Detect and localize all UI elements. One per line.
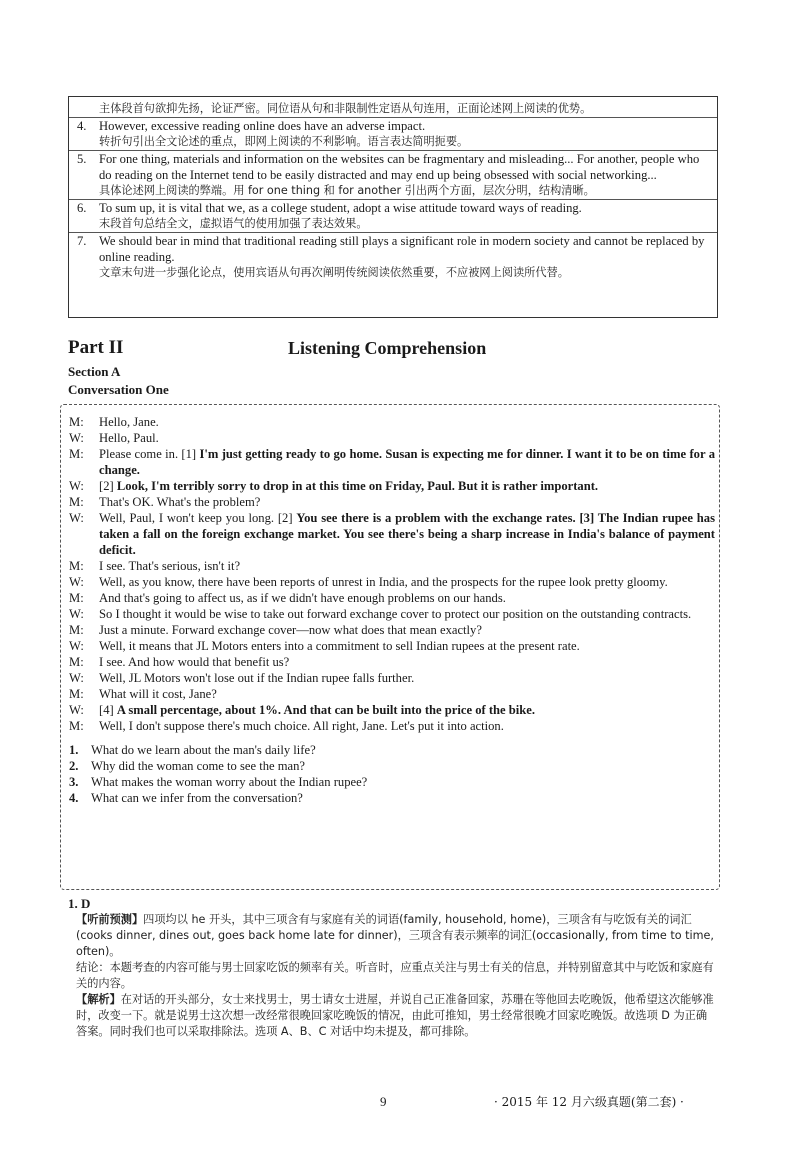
analysis-item (77, 233, 711, 281)
dialogue-line: W: Well, as you know, there have been reports of unrest in India, and the prospects for the rupee look pretty gloomy. (69, 575, 668, 589)
speaker: W: (69, 575, 84, 589)
dialogue-line: M: Just a minute. Forward exchange cover—now what does that mean exactly? (69, 623, 482, 637)
dialogue-line: M: Well, I don't suppose there's much choice. All right, Jane. Let's put it into action. (69, 719, 504, 733)
speaker: W: (69, 511, 84, 525)
dialogue-line: W: Well, it means that JL Motors enters into a commitment to sell Indian rupees at the present rate. (69, 639, 580, 653)
section-label: Section A (68, 364, 121, 379)
analysis-intro: 主体段首句欲抑先扬，论证严密。同位语从句和非限制性定语从句连用，正面论述网上阅读的优势。 (99, 102, 592, 115)
analysis-item (77, 118, 711, 150)
dialogue-line: M: That's OK. What's the problem? (69, 495, 261, 509)
preview-paragraph: 【听前预测】四项均以 he 开头，其中三项含有与家庭有关的词语(family, household, home)，三项含有与吃饭有关的词汇(cooks dinner, dines out, goes back home late for dinner)，三项含有表示频率的词汇(occasionally, from time to time, often)。 (76, 913, 714, 958)
speaker: W: (69, 431, 84, 445)
footer-title: · 2015 年 12 月六级真题(第二套) · (494, 1095, 684, 1109)
speaker: W: (69, 479, 84, 493)
dialogue-line: M: And that's going to affect us, as if we didn't have enough problems on our hands. (69, 591, 506, 605)
part-heading (68, 337, 718, 364)
question-item: 4. What can we infer from the conversation? (69, 791, 303, 805)
item-number: 5. (77, 152, 87, 166)
dialogue-line: M: I see. That's serious, isn't it? (69, 559, 241, 573)
dialogue-line: W: [4] A small percentage, about 1%. And that can be built into the price of the bike. (69, 703, 536, 717)
item-number: 4. (77, 119, 87, 133)
question-text: What makes the woman worry about the Indian rupee? (91, 775, 368, 789)
part-title: Listening Comprehension (288, 338, 487, 358)
item-number: 7. (77, 234, 87, 248)
analysis-intro-row (77, 101, 711, 117)
speaker: M: (69, 719, 84, 733)
question-text: What do we learn about the man's daily life? (91, 743, 316, 757)
question-text: What can we infer from the conversation? (91, 791, 303, 805)
speaker: M: (69, 415, 84, 429)
analysis-item (77, 151, 711, 199)
conversation-label: Conversation One (68, 382, 169, 397)
conversation-transcript-box (60, 404, 720, 890)
dialogue-line: W: Well, JL Motors won't lose out if the Indian rupee falls further. (69, 671, 415, 685)
speaker: W: (69, 607, 84, 621)
answer-label: 1. D (68, 896, 91, 911)
analysis-paragraph: 【解析】在对话的开头部分，女士来找男士，男士请女士进屋，并说自己正准备回家，苏珊在等他回去吃晚饭，他希望这次能够准时，改变一下。就是说男士这次想一改经常很晚回家吃晚饭的情况，由此可推知，男士经常很晚才回家吃晚饭。故选项 D 为正确答案。同时我们也可以采取排除法。选项 A、B、C 对话中均未提及，都可排除。 (76, 993, 714, 1038)
speaker: W: (69, 639, 84, 653)
speaker: M: (69, 687, 84, 701)
speaker: M: (69, 447, 84, 461)
speaker: M: (69, 495, 84, 509)
page-footer (0, 1094, 800, 1114)
item-number: 6. (77, 201, 87, 215)
speaker: W: (69, 703, 84, 717)
item-chinese: 转折句引出全文论述的重点，即网上阅读的不利影响。语言表达简明扼要。 (99, 135, 469, 148)
dialogue-line: M: Hello, Jane. (69, 415, 159, 429)
item-english: To sum up, it is vital that we, as a college student, adopt a wise attitude toward ways of reading. (99, 201, 582, 215)
item-english: For one thing, materials and information on the websites can be fragmentary and misleading... For another, people who do reading on the Internet tend to be easily distracted and may end up being obsessed with social networking... (99, 152, 700, 182)
speaker: M: (69, 591, 84, 605)
dialogue-line: M: What will it cost, Jane? (69, 687, 217, 701)
speaker: M: (69, 559, 84, 573)
conclusion-paragraph: 结论：本题考查的内容可能与男士回家吃饭的频率有关。听音时，应重点关注与男士有关的信息，并特别留意其中与吃饭和家庭有关的内容。 (76, 961, 714, 990)
answer-explanation (76, 912, 716, 1040)
analysis-item (77, 200, 711, 232)
part-label: Part II (68, 337, 124, 358)
dialogue-line: W: [2] Look, I'm terribly sorry to drop in at this time on Friday, Paul. But it is rather important. (69, 479, 599, 493)
item-chinese: 具体论述网上阅读的弊端。用 for one thing 和 for another 引出两个方面，层次分明，结构清晰。 (99, 184, 595, 197)
question-text: Why did the woman come to see the man? (91, 759, 306, 773)
question-item: 3. What makes the woman worry about the Indian rupee? (69, 775, 368, 789)
page-number: 9 (380, 1094, 387, 1109)
dialogue-line: W: So I thought it would be wise to take out forward exchange cover to protect our position on the outstanding contracts. (69, 607, 692, 621)
speaker: M: (69, 655, 84, 669)
preview-tag: 【听前预测】 (76, 913, 144, 926)
essay-analysis-box (68, 96, 718, 318)
analysis-tag: 【解析】 (76, 993, 121, 1006)
dialogue-line: W: Hello, Paul. (69, 431, 159, 445)
speaker: M: (69, 623, 84, 637)
item-chinese: 末段首句总结全文，虚拟语气的使用加强了表达效果。 (99, 217, 368, 230)
dialogue-line: W: Well, Paul, I won't keep you long. [2] You see there is a problem with the exchange rates. [3] The Indian rupee has taken a fall on the foreign exchange market. You see there's being a sharp increase in India's balance of payment deficit. (69, 511, 715, 557)
item-english: However, excessive reading online does have an adverse impact. (99, 119, 426, 133)
dialogue-line: M: I see. And how would that benefit us? (69, 655, 290, 669)
item-chinese: 文章末句进一步强化论点，使用宾语从句再次阐明传统阅读依然重要，不应被网上阅读所代替。 (99, 266, 569, 279)
item-english: We should bear in mind that traditional reading still plays a significant role in modern society and cannot be replaced by online reading. (99, 234, 705, 264)
question-item: 1. What do we learn about the man's daily life? (69, 743, 316, 757)
speaker: W: (69, 671, 84, 685)
question-item: 2. Why did the woman come to see the man? (69, 759, 306, 773)
dialogue-line: M: Please come in. [1] I'm just getting ready to go home. Susan is expecting me for dinner. I want it to be on time for a change. (69, 447, 715, 477)
